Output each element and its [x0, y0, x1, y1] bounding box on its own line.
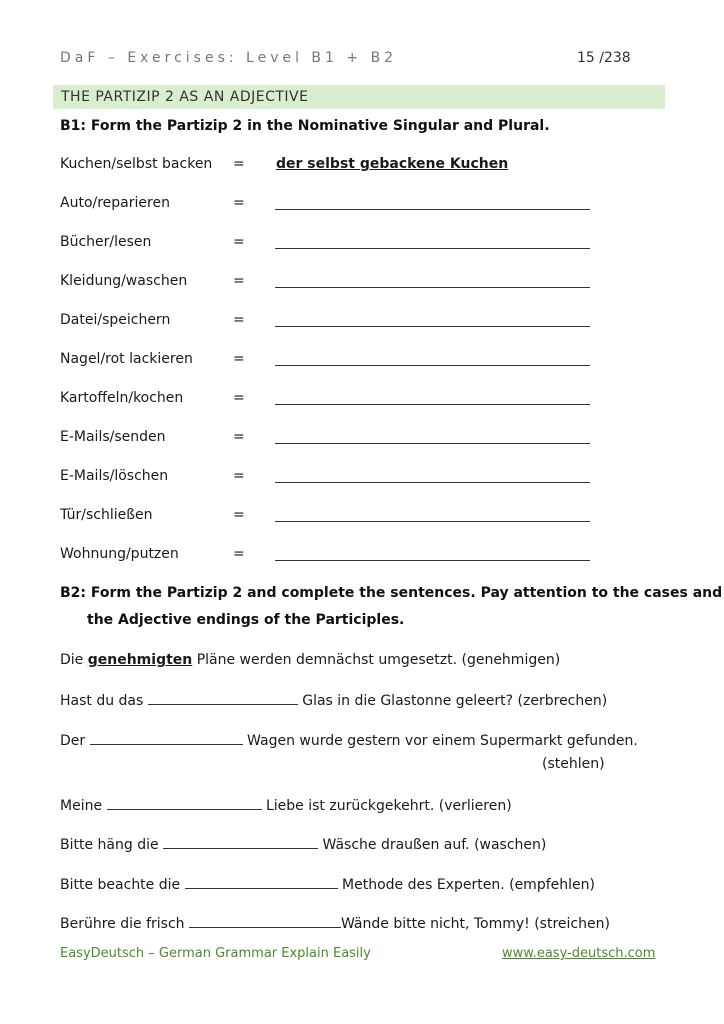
- equals-sign: =: [233, 234, 245, 250]
- sentence-before: Bitte beachte die: [60, 877, 185, 893]
- b1-item-label: Nagel/rot lackieren: [60, 351, 193, 367]
- b1-item-label: Kuchen/selbst backen: [60, 156, 213, 172]
- sentence-after: Glas in die Glastonne geleert? (zerbrechen): [297, 693, 608, 709]
- footer-brand: EasyDeutsch – German Grammar Explain Easily: [60, 946, 371, 961]
- b2-sentence-continuation: (stehlen): [542, 756, 605, 772]
- equals-sign: =: [233, 546, 245, 562]
- b1-example-answer: der selbst gebackene Kuchen: [276, 156, 509, 172]
- answer-blank-line[interactable]: [275, 365, 590, 366]
- b2-example-sentence: [60, 652, 560, 668]
- answer-blank-line[interactable]: [90, 730, 243, 745]
- equals-sign: =: [233, 468, 245, 484]
- b1-item-label: Auto/reparieren: [60, 195, 170, 211]
- sentence-after: Pläne werden demnächst umgesetzt. (genehmigen): [192, 652, 561, 668]
- sentence-before: Meine: [60, 798, 107, 814]
- sentence-after: Wände bitte nicht, Tommy! (streichen): [340, 916, 610, 932]
- b2-sentence: [60, 913, 610, 932]
- b1-item-label: E-Mails/löschen: [60, 468, 169, 484]
- answer-blank-line[interactable]: [163, 834, 318, 849]
- b2-example-answer: genehmigten: [87, 652, 193, 668]
- equals-sign: =: [233, 351, 245, 367]
- footer-website-link[interactable]: www.easy-deutsch.com: [502, 946, 656, 961]
- b1-item-label: Kleidung/waschen: [60, 273, 188, 289]
- sentence-before: Die: [60, 652, 88, 668]
- sentence-before: Berühre die frisch: [60, 916, 189, 932]
- answer-blank-line[interactable]: [107, 795, 262, 810]
- answer-blank-line[interactable]: [275, 287, 590, 288]
- sentence-after: Wäsche draußen auf. (waschen): [318, 837, 547, 853]
- equals-sign: =: [233, 429, 245, 445]
- b2-heading-line1: B2: Form the Partizip 2 and complete the sentences. Pay attention to the cases and: [60, 585, 723, 601]
- answer-blank-line[interactable]: [275, 443, 590, 444]
- b1-item-label: Datei/speichern: [60, 312, 171, 328]
- sentence-after: Methode des Experten. (empfehlen): [337, 877, 595, 893]
- answer-blank-line[interactable]: [275, 521, 590, 522]
- answer-blank-line[interactable]: [185, 874, 338, 889]
- document-header-title: DaF – Exercises: Level B1 + B2: [60, 50, 398, 66]
- sentence-before: Bitte häng die: [60, 837, 164, 853]
- section-title: THE PARTIZIP 2 AS AN ADJECTIVE: [61, 89, 309, 105]
- b2-sentence: [60, 730, 638, 749]
- answer-blank-line[interactable]: [275, 560, 590, 561]
- b2-sentence: [60, 795, 512, 814]
- b1-item-label: Tür/schließen: [60, 507, 153, 523]
- sentence-after: Liebe ist zurückgekehrt. (verlieren): [261, 798, 512, 814]
- b1-heading: B1: Form the Partizip 2 in the Nominative Singular and Plural.: [60, 118, 550, 134]
- answer-blank-line[interactable]: [275, 248, 590, 249]
- sentence-before: Hast du das: [60, 693, 148, 709]
- page-number: 15 /238: [577, 50, 631, 66]
- sentence-before: Der: [60, 733, 90, 749]
- b2-sentence: [60, 690, 607, 709]
- b2-sentence: [60, 834, 546, 853]
- equals-sign: =: [233, 312, 245, 328]
- equals-sign: =: [233, 390, 245, 406]
- answer-blank-line[interactable]: [275, 209, 590, 210]
- b1-item-label: Kartoffeln/kochen: [60, 390, 184, 406]
- equals-sign: =: [233, 156, 245, 172]
- equals-sign: =: [233, 195, 245, 211]
- answer-blank-line[interactable]: [275, 482, 590, 483]
- b2-heading-line2: the Adjective endings of the Participles.: [87, 612, 405, 628]
- b1-item-label: Wohnung/putzen: [60, 546, 179, 562]
- equals-sign: =: [233, 507, 245, 523]
- answer-blank-line[interactable]: [189, 913, 341, 928]
- equals-sign: =: [233, 273, 245, 289]
- b1-item-label: E-Mails/senden: [60, 429, 166, 445]
- b1-item-label: Bücher/lesen: [60, 234, 152, 250]
- answer-blank-line[interactable]: [148, 690, 298, 705]
- answer-blank-line[interactable]: [275, 404, 590, 405]
- sentence-after: Wagen wurde gestern vor einem Supermarkt gefunden.: [242, 733, 638, 749]
- answer-blank-line[interactable]: [275, 326, 590, 327]
- b2-sentence: [60, 874, 595, 893]
